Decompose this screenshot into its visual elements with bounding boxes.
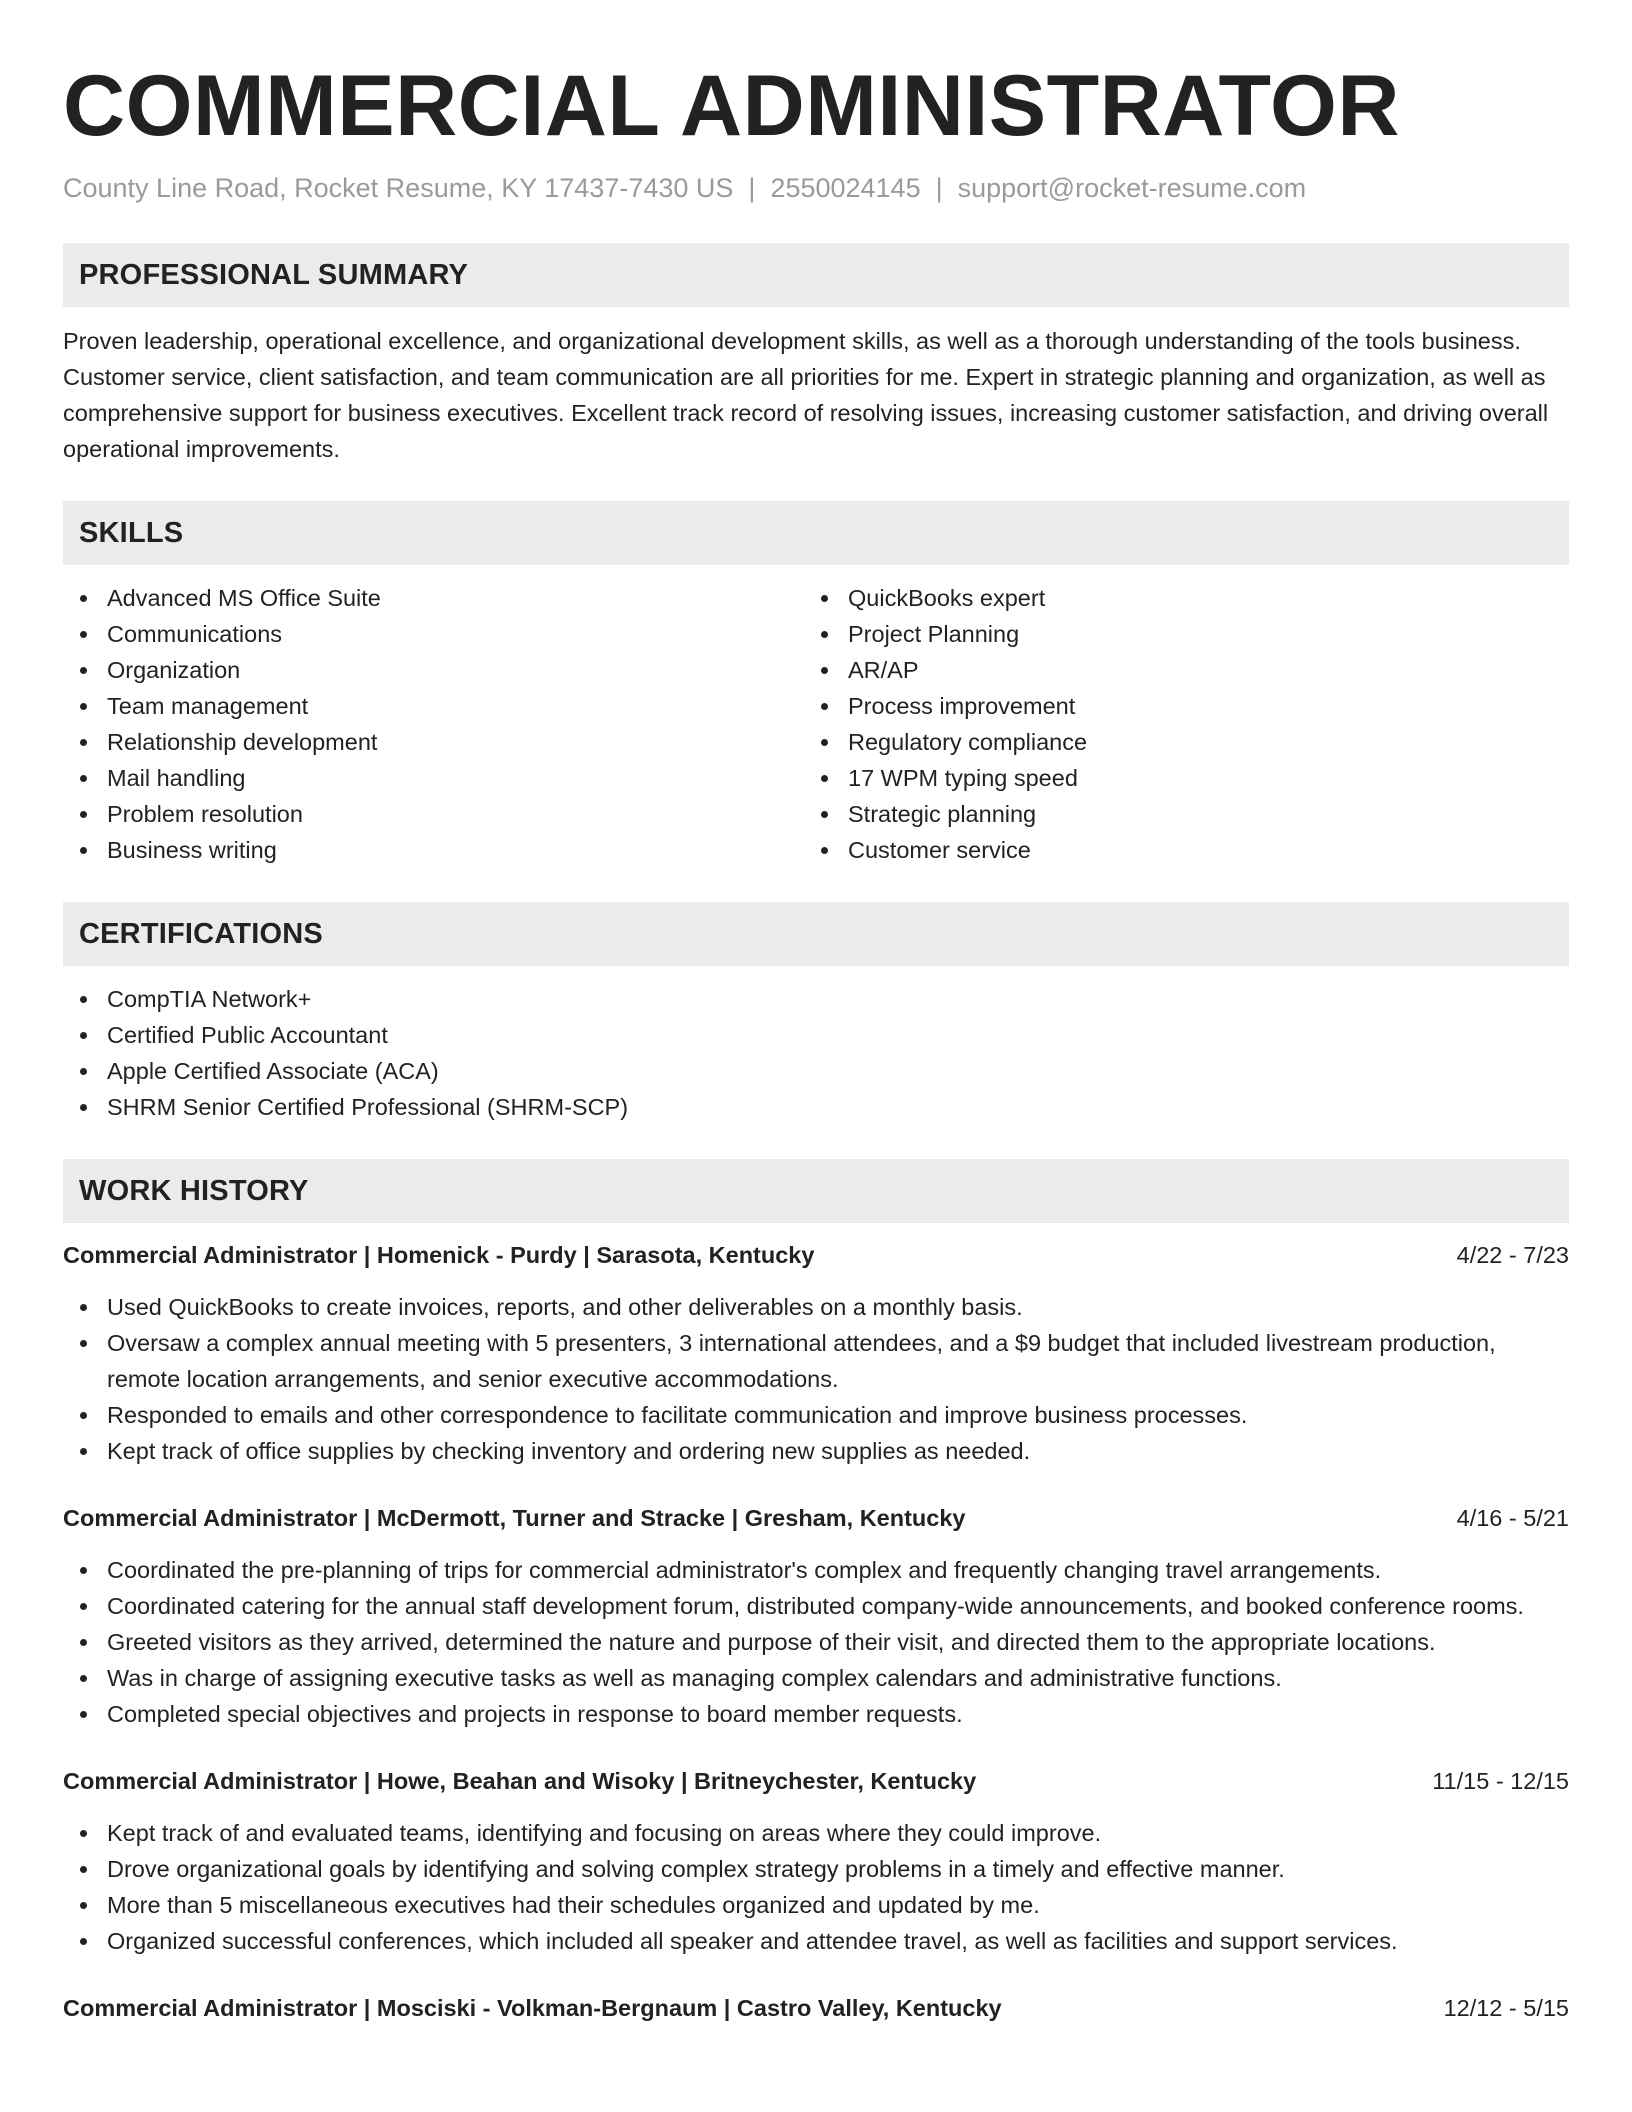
list-item: 17 WPM typing speed bbox=[804, 760, 1545, 796]
list-item: Project Planning bbox=[804, 616, 1545, 652]
job-title: Commercial Administrator | Howe, Beahan and Wisoky | Britneychester, Kentucky bbox=[63, 1768, 977, 1794]
list-item: AR/AP bbox=[804, 652, 1545, 688]
job-bullets bbox=[63, 1552, 1569, 1732]
list-item: Customer service bbox=[804, 832, 1545, 868]
summary-text: Proven leadership, operational excellence, and organizational development skills, as well as a thorough understanding of the tools business. Customer service, client satisfaction, and team communication are all priorities for me. Expert in strategic planning and organization, as well as comprehensive support for business executives. Excellent track record of resolving issues, increasing customer satisfaction, and driving overall operational improvements. bbox=[63, 328, 1549, 462]
work-history-section bbox=[63, 1159, 1569, 2026]
certifications-list bbox=[63, 981, 1569, 1125]
list-item: Organized successful conferences, which included all speaker and attendee travel, as well as facilities and support services. bbox=[63, 1923, 1569, 1959]
job-dates: 12/12 - 5/15 bbox=[1443, 1995, 1569, 2021]
job-header bbox=[63, 1500, 1569, 1536]
contact-address: County Line Road, Rocket Resume, KY 17437-7430 US bbox=[63, 173, 734, 203]
list-item: Relationship development bbox=[63, 724, 804, 760]
contact-phone: 2550024145 bbox=[770, 173, 921, 203]
job-entry bbox=[63, 1237, 1569, 1469]
contact-separator: | bbox=[748, 173, 756, 203]
list-item: Certified Public Accountant bbox=[63, 1017, 1569, 1053]
job-dates: 11/15 - 12/15 bbox=[1432, 1768, 1569, 1794]
job-title: Commercial Administrator | McDermott, Turner and Stracke | Gresham, Kentucky bbox=[63, 1505, 966, 1531]
list-item: Organization bbox=[63, 652, 804, 688]
job-title: Commercial Administrator | Homenick - Purdy | Sarasota, Kentucky bbox=[63, 1242, 815, 1268]
list-item: More than 5 miscellaneous executives had their schedules organized and updated by me. bbox=[63, 1887, 1569, 1923]
list-item: Coordinated the pre-planning of trips for commercial administrator's complex and frequently changing travel arrangements. bbox=[63, 1552, 1569, 1588]
contact-separator: | bbox=[935, 173, 943, 203]
job-header bbox=[63, 1763, 1569, 1799]
list-item: Responded to emails and other correspondence to facilitate communication and improve business processes. bbox=[63, 1397, 1569, 1433]
job-header bbox=[63, 1237, 1569, 1273]
list-item: Drove organizational goals by identifying and solving complex strategy problems in a timely and effective manner. bbox=[63, 1851, 1569, 1887]
certifications-heading: CERTIFICATIONS bbox=[63, 902, 1569, 966]
list-item: Communications bbox=[63, 616, 804, 652]
job-header bbox=[63, 1990, 1569, 2026]
job-dates: 4/22 - 7/23 bbox=[1456, 1242, 1569, 1268]
work-history-heading: WORK HISTORY bbox=[63, 1159, 1569, 1223]
list-item: Used QuickBooks to create invoices, reports, and other deliverables on a monthly basis. bbox=[63, 1289, 1569, 1325]
list-item: Was in charge of assigning executive tasks as well as managing complex calendars and administrative functions. bbox=[63, 1660, 1569, 1696]
summary-section bbox=[63, 243, 1569, 467]
list-item: Kept track of and evaluated teams, identifying and focusing on areas where they could improve. bbox=[63, 1815, 1569, 1851]
list-item: Completed special objectives and projects in response to board member requests. bbox=[63, 1696, 1569, 1732]
list-item: Regulatory compliance bbox=[804, 724, 1545, 760]
contact-email[interactable]: support@rocket-resume.com bbox=[957, 173, 1307, 203]
list-item: Kept track of office supplies by checking inventory and ordering new supplies as needed. bbox=[63, 1433, 1569, 1469]
list-item: Team management bbox=[63, 688, 804, 724]
skills-section bbox=[63, 501, 1569, 868]
certifications-section bbox=[63, 902, 1569, 1125]
list-item: Problem resolution bbox=[63, 796, 804, 832]
contact-line bbox=[63, 170, 1569, 206]
resume-name: COMMERCIAL ADMINISTRATOR bbox=[63, 58, 1400, 154]
list-item: Coordinated catering for the annual staff development forum, distributed company-wide announcements, and booked conference rooms. bbox=[63, 1588, 1569, 1624]
skills-heading: SKILLS bbox=[63, 501, 1569, 565]
list-item: QuickBooks expert bbox=[804, 580, 1545, 616]
list-item: Business writing bbox=[63, 832, 804, 868]
list-item: Advanced MS Office Suite bbox=[63, 580, 804, 616]
job-entry bbox=[63, 1500, 1569, 1732]
summary-heading: PROFESSIONAL SUMMARY bbox=[63, 243, 1569, 307]
job-entry bbox=[63, 1763, 1569, 1959]
list-item: SHRM Senior Certified Professional (SHRM-SCP) bbox=[63, 1089, 1569, 1125]
job-bullets bbox=[63, 1289, 1569, 1469]
job-dates: 4/16 - 5/21 bbox=[1456, 1505, 1569, 1531]
list-item: Greeted visitors as they arrived, determined the nature and purpose of their visit, and directed them to the appropriate locations. bbox=[63, 1624, 1569, 1660]
job-bullets bbox=[63, 1815, 1569, 1959]
skills-list-left bbox=[63, 580, 804, 868]
skills-list-right bbox=[804, 580, 1545, 868]
list-item: Mail handling bbox=[63, 760, 804, 796]
job-title: Commercial Administrator | Mosciski - Volkman-Bergnaum | Castro Valley, Kentucky bbox=[63, 1995, 1002, 2021]
list-item: Oversaw a complex annual meeting with 5 presenters, 3 international attendees, and a $9 budget that included livestream production, remote location arrangements, and senior executive accommodations. bbox=[63, 1325, 1569, 1397]
skills-grid bbox=[63, 580, 1569, 868]
job-entry bbox=[63, 1990, 1569, 2026]
list-item: Apple Certified Associate (ACA) bbox=[63, 1053, 1569, 1089]
list-item: Process improvement bbox=[804, 688, 1545, 724]
list-item: Strategic planning bbox=[804, 796, 1545, 832]
list-item: CompTIA Network+ bbox=[63, 981, 1569, 1017]
